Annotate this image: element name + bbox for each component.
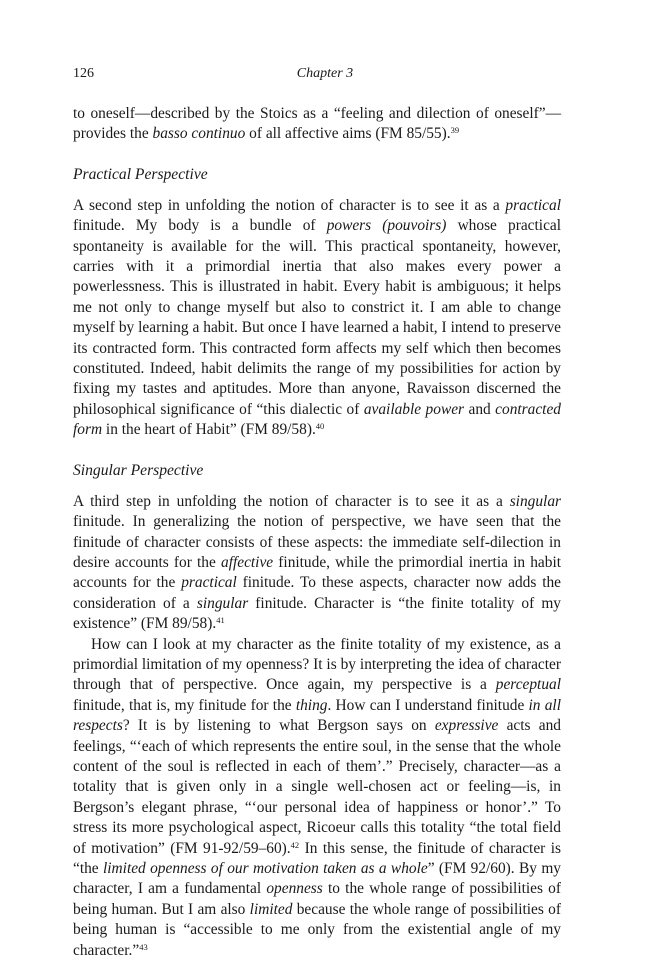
section-heading: Practical Perspective bbox=[73, 165, 208, 183]
footnote-ref: 41 bbox=[216, 615, 225, 626]
footnote-ref: 40 bbox=[315, 421, 325, 432]
paragraph: How can I look at my character as the finite totality of my existence, as a primordial limitation of my openness? It is by interpreting the idea of character through that of perspective. Once again, my perspective is a perceptual finitude, that is, my finitude for the thing. How can I understand finitude in all respects? It is by listening to what Bergson says on expressive acts and feelings, “‘each of which represents the entire soul, in the sense that the whole content of the soul is reflected in each of them’.” Precisely, character—as a totality that is given only in a single well-chosen act or feeling—is, in Bergson’s elegant phrase, “‘our personal idea of happiness or honor’.” To stress its more psychological aspect, Ricoeur calls this totality “the total field of motivation” (FM 91-92/59–60).$^{42}$ In this sense, the finitude of character is “the limited openness of our motivation taken as a whole” (FM 92/60). By my character, I am a fundamental openness to the whole range of possibilities of being human. But I am also limited because the whole range of possibilities of being human is “accessible to me only from the existential angle of my character.”$^{43}$ bbox=[73, 635, 561, 959]
footnote-ref: 39 bbox=[450, 125, 460, 136]
footnote-ref: 42 bbox=[290, 839, 300, 850]
page-content bbox=[73, 104, 561, 961]
footnote-ref: 43 bbox=[139, 941, 148, 952]
section-heading: Singular Perspective bbox=[73, 461, 204, 479]
paragraph: A second step in unfolding the notion of character is to see it as a practical finitude. My body is a bundle of powers (pouvoirs) whose practical spontaneity is available for the will. This practical spontaneity, however, carries with it a primordial inertia that also makes every power a powerlessness. This is illustrated in habit. Every habit is ambiguous; it helps me not only to change myself but also to constrict it. I am able to change myself by learning a habit. But once I have learned a habit, I intend to preserve its contracted form. This contracted form affects my self which then becomes constituted. Indeed, habit delimits the range of my possibilities for action by fixing my tastes and aptitudes. More than anyone, Ravaisson discerned the philosophical significance of “this dialectic of available power and contracted form in the heart of Habit” (FM 89/58).$^{40}$ bbox=[73, 196, 562, 439]
page-number: 126 bbox=[73, 66, 94, 81]
paragraph: A third step in unfolding the notion of character is to see it as a singular finitude. In generalizing the notion of perspective, we have seen that the finitude of character consists of these aspects: the immediate self-dilection in desire accounts for the affective finitude, while the primordial inertia in habit accounts for the practical finitude. To these aspects, character now adds the consideration of a singular finitude. Character is “the finite totality of my existence” (FM 89/58).$^{41}$ bbox=[73, 492, 562, 633]
page-header bbox=[73, 66, 577, 86]
paragraph: to oneself—described by the Stoics as a “feeling and dilection of oneself”—provides the basso continuo of all affective aims (FM 85/55).$^{39}$ bbox=[73, 105, 561, 143]
running-head: Chapter 3 bbox=[296, 66, 354, 81]
